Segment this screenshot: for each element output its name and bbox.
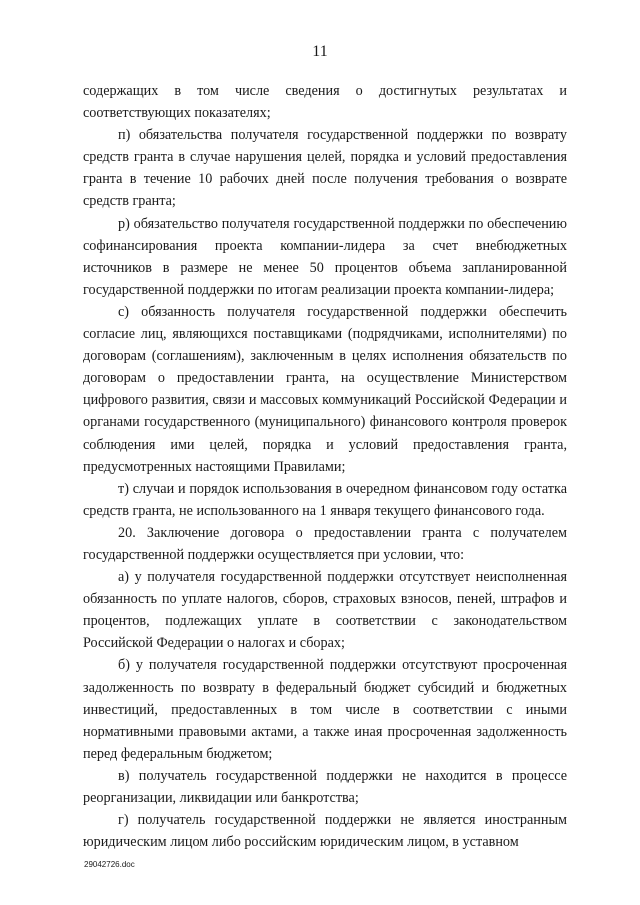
paragraph-item-r: р) обязательство получателя государственной поддержки по обеспечению софинансирования проекта компании-лидера за счет внебюджетных источников в размере не менее 50 процентов объема запланированной государственной поддержки по итогам реализации проекта компании-лидера; bbox=[83, 215, 567, 298]
paragraph-item-g: г) получатель государственной поддержки не является иностранным юридическим лицом либо российским юридическим лицом, в уставном bbox=[83, 812, 567, 851]
paragraph-item-v: в) получатель государственной поддержки не находится в процессе реорганизации, ликвидации или банкротства; bbox=[83, 767, 567, 806]
paragraph-item-a: а) у получателя государственной поддержки отсутствует неисполненная обязанность по уплате налогов, сборов, страховых взносов, пеней, штрафов и процентов, подлежащих уплате в соответствии с законодательством Российской Федерации о налогах и сборах; bbox=[83, 569, 567, 652]
paragraph-item-s: с) обязанность получателя государственной поддержки обеспечить согласие лиц, являющихся поставщиками (подрядчиками, исполнителями) по договорам (соглашениям), заключенным в целях исполнения обязательств по договорам о предоставлении гранта, на осуществление Министерством цифрового развития, связи и массовых коммуникаций Российской Федерации и органами государственного (муниципального) финансового контроля проверок соблюдения ими целей, порядка и условий предоставления гранта, предусмотренных настоящими Правилами; bbox=[83, 303, 567, 475]
document-body bbox=[83, 80, 567, 853]
paragraph-continuation: содержащих в том числе сведения о достигнутых результатах и соответствующих показателях; bbox=[83, 83, 567, 122]
paragraph-section-20: 20. Заключение договора о предоставлении гранта с получателем государственной поддержки осуществляется при условии, что: bbox=[83, 524, 567, 563]
paragraph-item-t: т) случаи и порядок использования в очередном финансовом году остатка средств гранта, не использованного на 1 января текущего финансового года. bbox=[83, 480, 567, 519]
footer-filename: 29042726.doc bbox=[84, 860, 135, 869]
paragraph-item-p: п) обязательства получателя государственной поддержки по возврату средств гранта в случае нарушения целей, порядка и условий предоставления гранта в течение 10 рабочих дней после получения требования о возврате средств гранта; bbox=[83, 127, 567, 210]
page-number: 11 bbox=[312, 43, 328, 60]
paragraph-item-b: б) у получателя государственной поддержки отсутствуют просроченная задолженность по возврату в федеральный бюджет субсидий и бюджетных инвестиций, предоставленных в том числе в соответствии с иными нормативными правовыми актами, а также иная просроченная задолженность перед федеральным бюджетом; bbox=[83, 657, 567, 762]
